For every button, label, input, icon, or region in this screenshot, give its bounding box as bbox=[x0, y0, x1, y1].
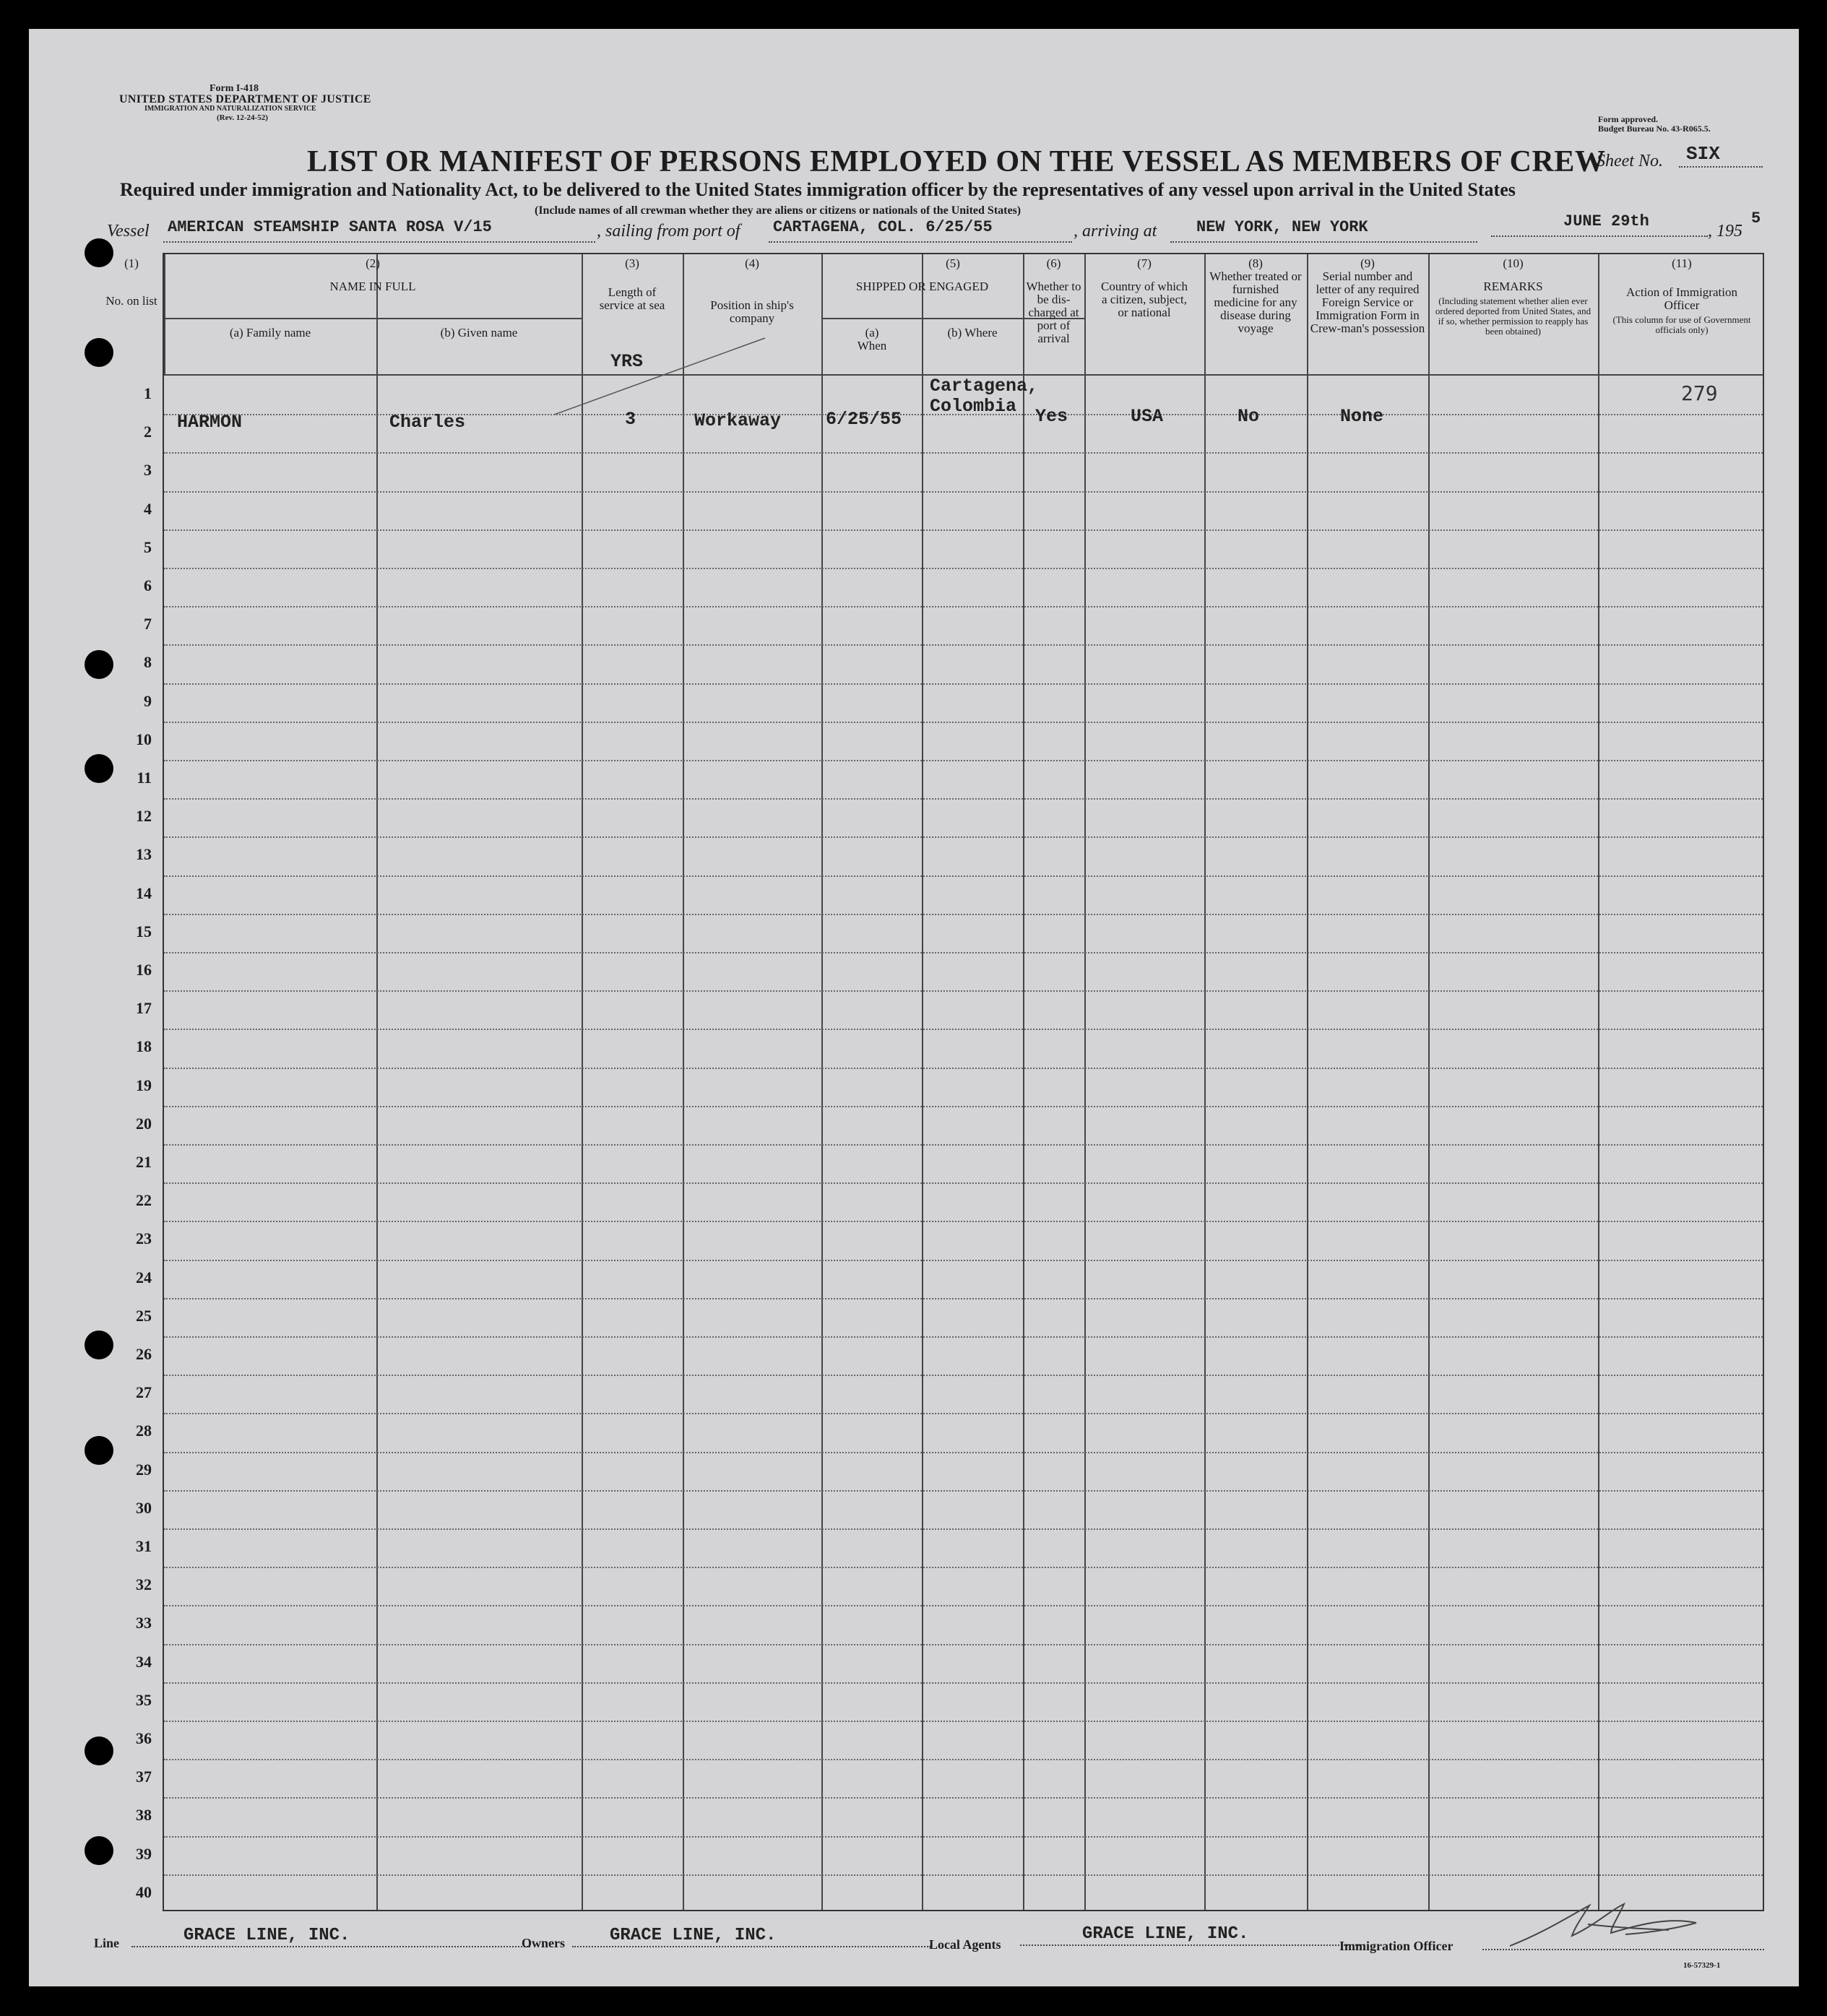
row-number: 8 bbox=[144, 653, 152, 672]
row-number: 11 bbox=[137, 769, 152, 787]
col10-sublabel: (Including statement whether alien ever ordered deported from United States, and if so, whether permission to reapply has been obtained) bbox=[1435, 295, 1591, 337]
budget-bureau: Budget Bureau No. 43-R065.5. bbox=[1598, 124, 1711, 134]
row1-country: USA bbox=[1131, 406, 1164, 427]
col3-label: Length of service at sea bbox=[599, 285, 665, 312]
row-number: 38 bbox=[136, 1806, 152, 1825]
row1-position: Workaway bbox=[694, 410, 782, 431]
col11-sublabel: (This column for use of Government officials only) bbox=[1612, 314, 1751, 335]
page-title: LIST OR MANIFEST OF PERSONS EMPLOYED ON THE VESSEL AS MEMBERS OF CREW bbox=[307, 145, 1606, 178]
department-name: UNITED STATES DEPARTMENT OF JUSTICE bbox=[119, 93, 371, 105]
row-number: 20 bbox=[136, 1114, 152, 1133]
owners-value: GRACE LINE, INC. bbox=[572, 1926, 930, 1947]
col7-number: (7) bbox=[1137, 256, 1152, 270]
row1-where-line2: Colombia bbox=[930, 396, 1017, 417]
agents-label: Local Agents bbox=[929, 1937, 1001, 1952]
row-number: 30 bbox=[136, 1498, 152, 1517]
arrival-port: NEW YORK, NEW YORK bbox=[1170, 218, 1477, 243]
officer-label: Immigration Officer bbox=[1339, 1939, 1454, 1953]
agents-value: GRACE LINE, INC. bbox=[1020, 1924, 1360, 1946]
row-number: 34 bbox=[136, 1652, 152, 1671]
required-statement: Required under immigration and Nationality Act, to be delivered to the United States immigration officer by the representatives of any vessel upon arrival in the United States bbox=[120, 179, 1516, 200]
sailing-label: , sailing from port of bbox=[597, 222, 740, 241]
col10-number: (10) bbox=[1503, 256, 1524, 270]
col3-number: (3) bbox=[625, 256, 639, 270]
row1-when: 6/25/55 bbox=[826, 409, 902, 430]
owners-label: Owners bbox=[522, 1936, 565, 1950]
revision-date: (Rev. 12-24-52) bbox=[217, 113, 268, 122]
row1-given-name: Charles bbox=[389, 412, 466, 433]
sheet-number: SIX bbox=[1679, 143, 1763, 168]
row-number: 10 bbox=[136, 730, 152, 748]
line-value: GRACE LINE, INC. bbox=[131, 1926, 530, 1947]
row-number: 3 bbox=[144, 461, 152, 480]
row-number: 40 bbox=[136, 1882, 152, 1901]
row1-family-name: HARMON bbox=[177, 412, 243, 433]
row-number: 32 bbox=[136, 1575, 152, 1594]
row-number: 36 bbox=[136, 1729, 152, 1747]
col5-number: (5) bbox=[946, 256, 960, 270]
col2-label: NAME IN FULL bbox=[329, 280, 416, 293]
col2-number: (2) bbox=[366, 256, 380, 270]
row-number: 9 bbox=[144, 691, 152, 710]
row-number: 33 bbox=[136, 1614, 152, 1632]
row-number: 23 bbox=[136, 1229, 152, 1248]
row-number: 17 bbox=[136, 999, 152, 1018]
row-number: 2 bbox=[144, 423, 152, 441]
sailing-port: CARTAGENA, COL. 6/25/55 bbox=[769, 218, 1072, 243]
punch-hole bbox=[85, 338, 113, 367]
row-number: 21 bbox=[136, 1153, 152, 1171]
row1-service-length: 3 bbox=[625, 409, 636, 430]
col8-number: (8) bbox=[1248, 256, 1263, 270]
include-statement: (Include names of all crewman whether they are aliens or citizens or nationals of the United States) bbox=[535, 204, 1022, 217]
row-number: 29 bbox=[136, 1460, 152, 1479]
service-unit: YRS bbox=[610, 351, 644, 372]
vessel-name: AMERICAN STEAMSHIP SANTA ROSA V/15 bbox=[163, 218, 595, 243]
row-number: 12 bbox=[136, 807, 152, 826]
row1-where-line1: Cartagena, bbox=[930, 376, 1039, 397]
row-number: 24 bbox=[136, 1268, 152, 1286]
col4-label: Position in ship's company bbox=[710, 298, 794, 325]
service-name: IMMIGRATION AND NATURALIZATION SERVICE bbox=[144, 105, 316, 113]
row-number: 16 bbox=[136, 961, 152, 979]
row-number: 15 bbox=[136, 922, 152, 940]
row-number: 26 bbox=[136, 1345, 152, 1363]
officer-signature bbox=[1503, 1895, 1719, 1953]
col1-number: (1) bbox=[124, 256, 139, 270]
col5b-label: (b) Where bbox=[947, 326, 998, 339]
col2a-label: (a) Family name bbox=[229, 326, 311, 339]
row1-medicine: No bbox=[1238, 406, 1260, 427]
col2b-label: (b) Given name bbox=[440, 326, 518, 339]
col11-number: (11) bbox=[1672, 256, 1692, 270]
form-approved: Form approved. bbox=[1598, 114, 1659, 124]
row-number: 4 bbox=[144, 499, 152, 518]
row-number: 27 bbox=[136, 1383, 152, 1402]
col6-label: Whether to be dis-charged at port of arrival bbox=[1026, 280, 1081, 345]
year-digit: 5 bbox=[1751, 209, 1761, 228]
row-number: 7 bbox=[144, 615, 152, 633]
row1-discharged: Yes bbox=[1035, 406, 1068, 427]
col7-label: Country of which a citizen, subject, or national bbox=[1101, 280, 1188, 319]
col5-label: SHIPPED OR ENGAGED bbox=[855, 280, 989, 293]
line-label: Line bbox=[94, 1936, 120, 1950]
col9-number: (9) bbox=[1360, 256, 1375, 270]
row-number: 39 bbox=[136, 1844, 152, 1863]
form-number: Form I-418 bbox=[210, 83, 259, 94]
row-number: 5 bbox=[144, 537, 152, 556]
col1-label: No. on list bbox=[105, 294, 157, 308]
col9-label: Serial number and letter of any required Foreign Service or Immigration Form in Crew-man's possession bbox=[1310, 269, 1425, 335]
sheet-label: Sheet No. bbox=[1597, 152, 1663, 170]
arriving-label: , arriving at bbox=[1074, 222, 1157, 241]
row-number: 25 bbox=[136, 1306, 152, 1325]
row-number: 6 bbox=[144, 576, 152, 594]
row-number: 35 bbox=[136, 1690, 152, 1709]
row-number: 37 bbox=[136, 1768, 152, 1786]
col4-number: (4) bbox=[745, 256, 759, 270]
manifest-sheet bbox=[29, 29, 1799, 1986]
col11-label: Action of Immigration Officer bbox=[1626, 285, 1737, 312]
row-number: 22 bbox=[136, 1191, 152, 1210]
year-prefix: , 195 bbox=[1708, 222, 1742, 241]
row-number: 13 bbox=[136, 845, 152, 864]
row1-officer-action: 279 bbox=[1681, 381, 1718, 405]
row1-serial: None bbox=[1340, 406, 1384, 427]
col6-number: (6) bbox=[1046, 256, 1061, 270]
arrival-date: JUNE 29th bbox=[1491, 212, 1708, 237]
col10-label: REMARKS bbox=[1483, 280, 1543, 293]
col8-label: Whether treated or furnished medicine for any disease during voyage bbox=[1209, 269, 1302, 335]
print-code: 16-57329-1 bbox=[1683, 1961, 1721, 1970]
pen-stroke bbox=[554, 334, 771, 420]
row-number: 18 bbox=[136, 1037, 152, 1056]
row-number: 14 bbox=[136, 883, 152, 902]
row-number: 31 bbox=[136, 1537, 152, 1555]
row-number: 28 bbox=[136, 1422, 152, 1440]
row-number: 1 bbox=[144, 384, 152, 402]
col5a-label: (a) When bbox=[857, 326, 887, 352]
row-number: 19 bbox=[136, 1076, 152, 1094]
vessel-label: Vessel bbox=[107, 222, 150, 241]
